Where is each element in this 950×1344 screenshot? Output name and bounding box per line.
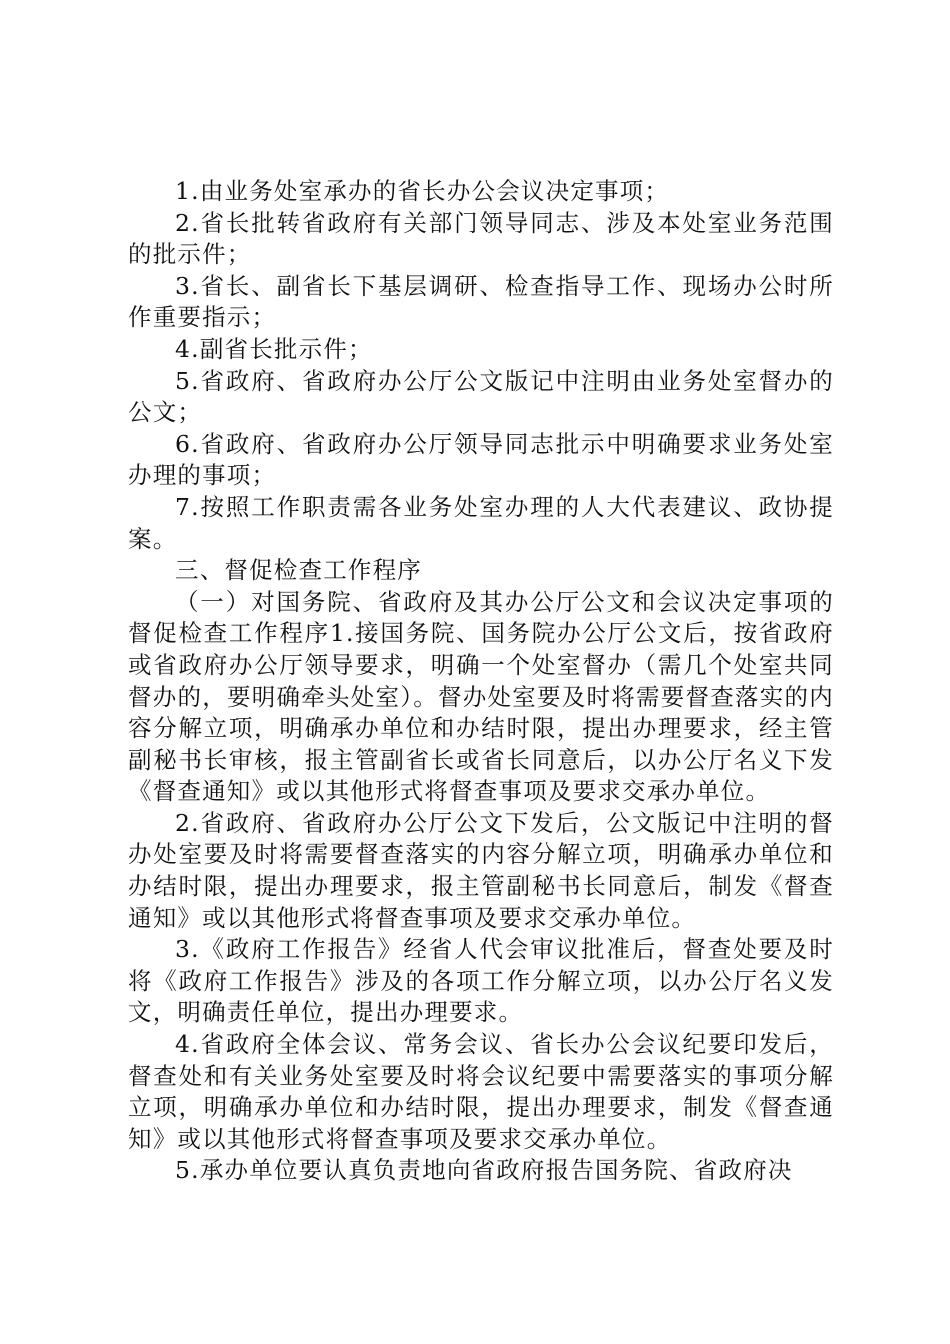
procedure-item-5: 5.承办单位要认真负责地向省政府报告国务院、省政府决	[175, 1156, 793, 1185]
paragraph-item-5: 5.省政府、省政府办公厅公文版记中注明由业务处室督办的公文；	[128, 366, 834, 427]
subsection-paragraph: （一）对国务院、省政府及其办公厅公文和会议决定事项的督促检查工作程序1.接国务院、国务院办公厅公文后，按省政府或省政府办公厅领导要求，明确一个处室督办（需几个处室共同督办的，要明确牵头处室）。督办处室要及时将需要督查落实的内容分解立项，明确承办单位和办结时限，提出办理要求，经主管副秘书长审核，报主管副省长或省长同意后，以办公厅名义下发《督查通知》或以其他形式将督查事项及要求交承办单位。	[128, 587, 834, 806]
procedure-item-2: 2.省政府、省政府办公厅公文下发后，公文版记中注明的督办处室要及时将需要督查落实的内容分解立项，明确承办单位和办结时限，提出办理要求，报主管副秘书长同意后，制发《督查通知》或以其他形式将督查事项及要求交承办单位。	[128, 808, 834, 932]
procedure-item-4: 4.省政府全体会议、常务会议、省长办公会议纪要印发后，督查处和有关业务处室要及时将会议纪要中需要落实的事项分解立项，明确承办单位和办结时限，提出办理要求，制发《督查通知》或以其他形式将督查事项及要求交承办单位。	[128, 1030, 834, 1153]
document-body	[128, 176, 834, 1187]
paragraph-item-6: 6.省政府、省政府办公厅领导同志批示中明确要求业务处室办理的事项；	[128, 429, 834, 490]
paragraph-item-1: 1.由业务处室承办的省长办公会议决定事项；	[175, 177, 670, 205]
procedure-item-3: 3.《政府工作报告》经省人代会审议批准后，督查处要及时将《政府工作报告》涉及的各项工作分解立项，以办公厅名义发文，明确责任单位，提出办理要求。	[128, 935, 834, 1027]
paragraph-item-2: 2.省长批转省政府有关部门领导同志、涉及本处室业务范围的批示件；	[128, 208, 834, 269]
section-heading: 三、督促检查工作程序	[175, 556, 422, 585]
paragraph-item-3: 3.省长、副省长下基层调研、检查指导工作、现场办公时所作重要指示；	[128, 271, 834, 332]
paragraph-item-4: 4.副省长批示件；	[175, 334, 373, 363]
paragraph-item-7: 7.按照工作职责需各业务处室办理的人大代表建议、政协提案。	[128, 492, 834, 553]
